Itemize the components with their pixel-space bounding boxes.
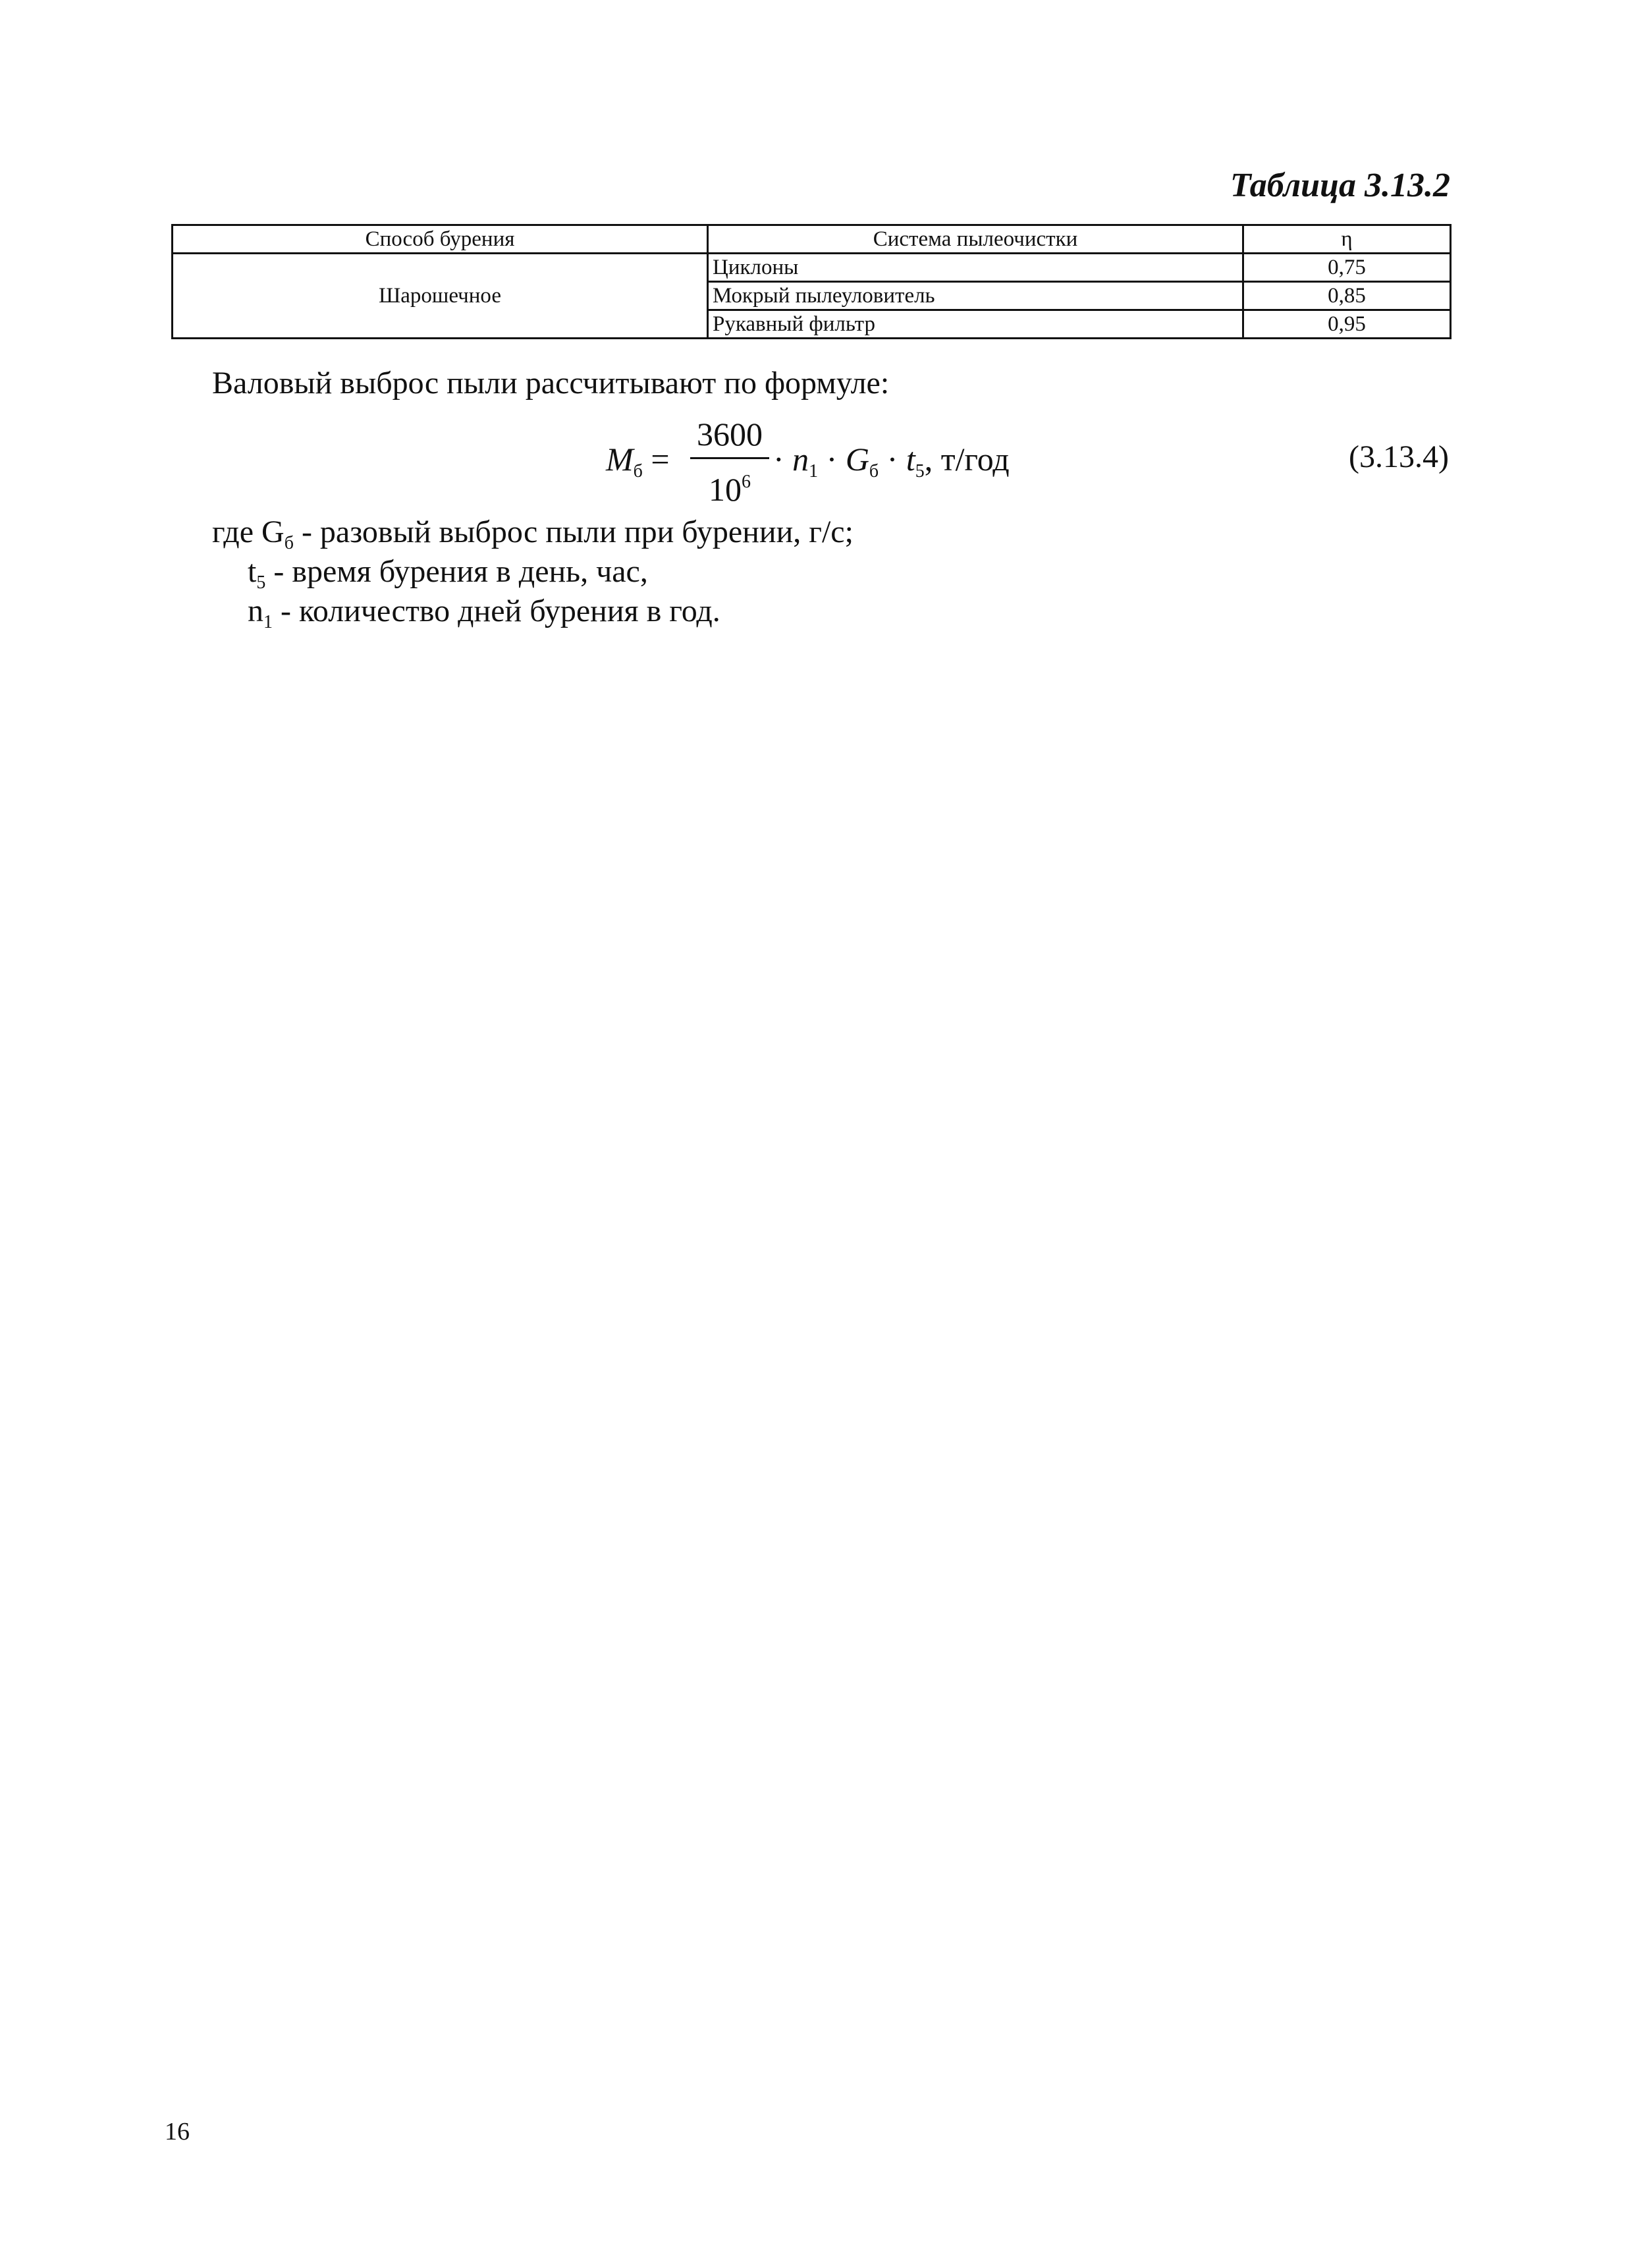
subscript: 1	[263, 612, 273, 632]
definition-symbol: где G	[212, 514, 285, 549]
symbol-m: M	[606, 441, 634, 478]
subscript: б	[633, 461, 643, 482]
fraction	[690, 414, 769, 508]
dot-operator: ·	[773, 441, 784, 478]
subscript: б	[869, 461, 879, 482]
table-title: Таблица 3.13.2	[1230, 167, 1450, 204]
subscript: б	[284, 533, 294, 553]
formula-rhs	[773, 440, 1010, 482]
definition-line	[248, 592, 720, 642]
definition-text: - разовый выброс пыли при бурении, г/с;	[293, 514, 854, 549]
header-eta: η	[1243, 225, 1451, 254]
subscript: 5	[915, 461, 925, 482]
cell-system: Мокрый пылеуловитель	[708, 282, 1243, 310]
equation-number: (3.13.4)	[1349, 439, 1449, 474]
cell-system: Циклоны	[708, 254, 1243, 282]
exponent: 6	[742, 472, 751, 492]
formula-lhs	[606, 440, 670, 482]
subscript: 5	[256, 572, 266, 593]
definition-text: - количество дней бурения в год.	[273, 594, 720, 628]
intro-paragraph: Валовый выброс пыли рассчитывают по формуле:	[212, 366, 890, 401]
numerator: 3600	[697, 416, 763, 453]
equals-sign: =	[651, 441, 670, 478]
subscript: 1	[809, 461, 819, 482]
cell-system: Рукавный фильтр	[708, 310, 1243, 339]
denominator	[690, 462, 769, 508]
definition-text: - время бурения в день, час,	[265, 554, 648, 589]
table-header-row	[173, 225, 1451, 254]
dot-operator: ·	[826, 441, 838, 478]
cell-eta: 0,85	[1243, 282, 1451, 310]
symbol-n: n	[792, 441, 809, 478]
symbol-g: G	[845, 441, 869, 478]
denominator-base: 10	[709, 471, 742, 508]
cell-eta: 0,75	[1243, 254, 1451, 282]
table-row	[173, 254, 1451, 282]
fraction-bar	[690, 457, 769, 459]
cell-eta: 0,95	[1243, 310, 1451, 339]
definition-symbol: t	[248, 554, 257, 589]
header-cleaning-system: Система пылеочистки	[708, 225, 1243, 254]
dust-cleaning-table	[171, 224, 1452, 339]
cell-drilling-method: Шарошечное	[173, 254, 708, 339]
dot-operator: ·	[886, 441, 898, 478]
page-number: 16	[165, 2118, 190, 2145]
symbol-t: t	[906, 441, 915, 478]
header-drilling-method: Способ бурения	[173, 225, 708, 254]
definition-symbol: n	[248, 594, 263, 628]
unit: , т/год	[924, 441, 1010, 478]
